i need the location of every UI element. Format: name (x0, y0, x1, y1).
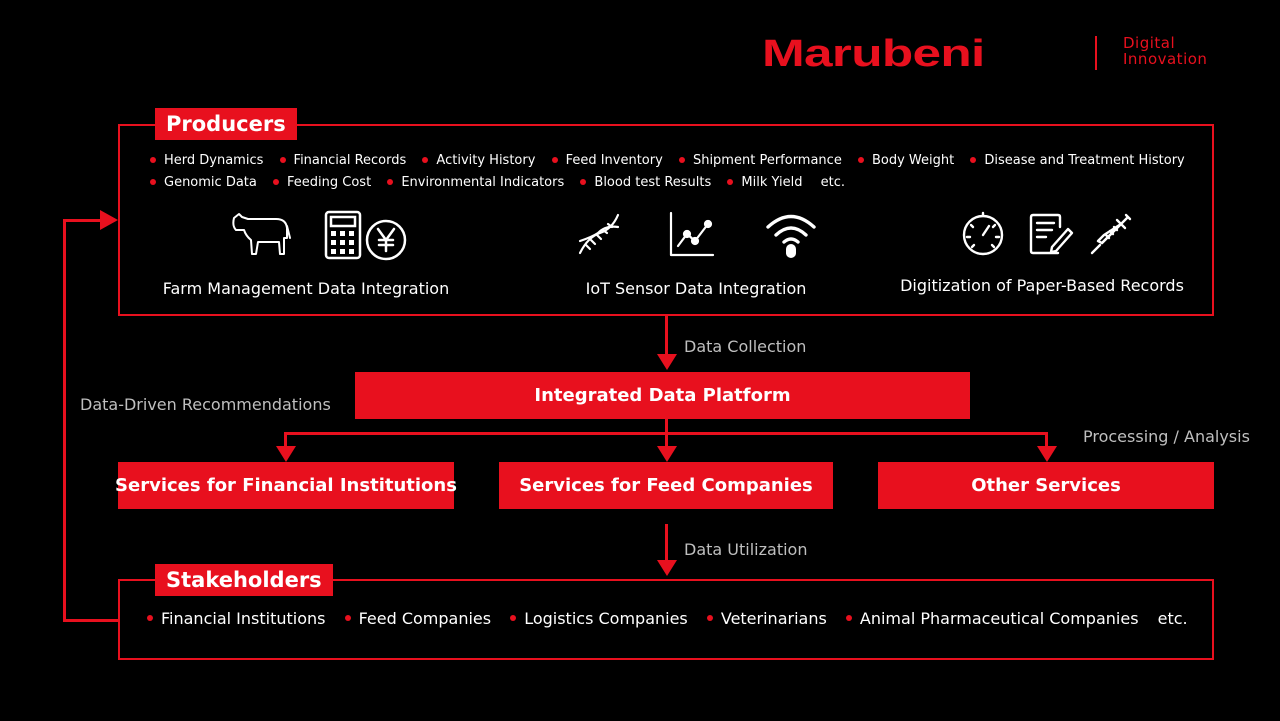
processing-analysis-label: Processing / Analysis (1083, 427, 1250, 446)
arrow-utilization-shaft (665, 524, 668, 562)
producers-bullets-row2 (150, 172, 845, 194)
data-utilization-label: Data Utilization (684, 540, 808, 559)
stakeholder-item: Animal Pharmaceutical Companies (846, 609, 1139, 628)
stakeholders-list (147, 609, 1188, 628)
caption-digitization: Digitization of Paper-Based Records (900, 276, 1184, 295)
stakeholder-etc: etc. (1157, 609, 1188, 628)
bullet-item: Blood test Results (580, 172, 711, 194)
bullet-item: Body Weight (858, 150, 954, 172)
dna-icon (576, 211, 622, 257)
stakeholders-tag: Stakeholders (155, 564, 333, 596)
wifi-sensor-icon (764, 210, 818, 260)
data-driven-recommendations-label: Data-Driven Recommendations (80, 395, 331, 414)
branch-horizontal (285, 432, 1048, 435)
branch-left-head (276, 446, 296, 462)
bullet-etc: etc. (820, 175, 845, 190)
service-other: Other Services (878, 462, 1214, 509)
producers-tag: Producers (155, 108, 297, 140)
line-chart-icon (668, 210, 716, 258)
bullet-item: Environmental Indicators (387, 172, 564, 194)
syringe-icon (1088, 211, 1134, 257)
tagline-line1: Digital (1123, 34, 1176, 52)
bullet-item: Feeding Cost (273, 172, 371, 194)
producers-bullets-row1 (150, 150, 1197, 172)
marubeni-logo: Marubeni (762, 33, 985, 75)
branch-center-head (657, 446, 677, 462)
data-collection-label: Data Collection (684, 337, 807, 356)
integrated-data-platform: Integrated Data Platform (355, 372, 970, 419)
bullet-item: Shipment Performance (679, 150, 842, 172)
branch-right-head (1037, 446, 1057, 462)
caption-iot-sensor: IoT Sensor Data Integration (585, 279, 807, 298)
feedback-bottom-segment (63, 619, 119, 622)
feedback-top-segment (63, 219, 103, 222)
bullet-item: Disease and Treatment History (970, 150, 1184, 172)
stakeholder-item: Veterinarians (707, 609, 827, 628)
tagline-line2: Innovation (1123, 50, 1208, 68)
cow-icon (230, 208, 292, 258)
feedback-arrow-head (100, 210, 118, 230)
arrow-collection-shaft (665, 316, 668, 358)
calculator-icon (324, 210, 362, 260)
stakeholder-item: Feed Companies (345, 609, 492, 628)
logo-tagline (1123, 35, 1207, 67)
bullet-item: Feed Inventory (552, 150, 663, 172)
bullet-item: Herd Dynamics (150, 150, 263, 172)
bullet-item: Activity History (422, 150, 535, 172)
document-edit-icon (1028, 211, 1074, 257)
bullet-item: Milk Yield (727, 172, 802, 194)
gauge-icon (960, 211, 1006, 257)
stakeholder-item: Logistics Companies (510, 609, 688, 628)
stakeholder-item: Financial Institutions (147, 609, 325, 628)
caption-farm-management: Farm Management Data Integration (162, 279, 450, 298)
bullet-item: Genomic Data (150, 172, 257, 194)
logo-divider (1095, 36, 1097, 70)
bullet-item: Financial Records (280, 150, 407, 172)
arrow-collection-head (657, 354, 677, 370)
arrow-utilization-head (657, 560, 677, 576)
service-financial-institutions: Services for Financial Institutions (118, 462, 454, 509)
service-feed-companies: Services for Feed Companies (499, 462, 833, 509)
yen-icon (364, 218, 408, 262)
feedback-vertical-segment (63, 219, 66, 622)
